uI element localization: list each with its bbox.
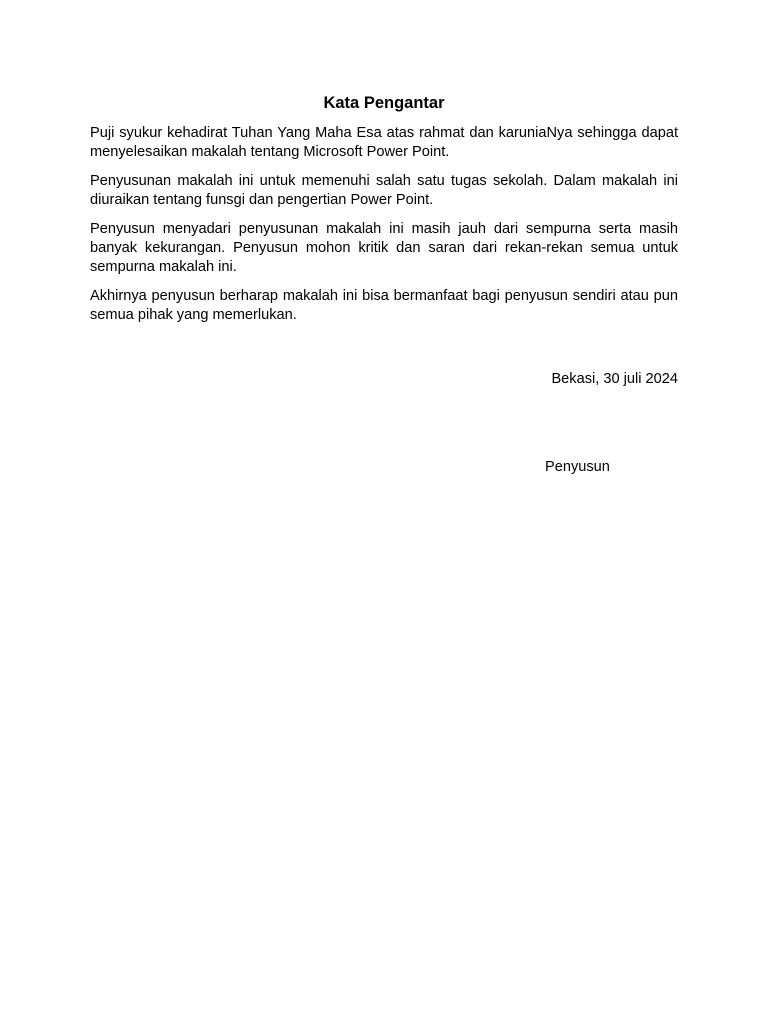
signer-label: Penyusun (545, 459, 610, 475)
paragraph-3: Penyusun menyadari penyusunan makalah ini masih jauh dari sempurna serta masih banyak kekurangan. Penyusun mohon kritik dan saran dari rekan-rekan semua untuk sempurna makalah ini. (90, 221, 678, 275)
place-date: Bekasi, 30 juli 2024 (551, 371, 678, 387)
paragraph-2: Penyusunan makalah ini untuk memenuhi salah satu tugas sekolah. Dalam makalah ini diuraikan tentang funsgi dan pengertian Power Point. (90, 173, 678, 208)
paragraph-1: Puji syukur kehadirat Tuhan Yang Maha Esa atas rahmat dan karuniaNya sehingga dapat menyelesaikan makalah tentang Microsoft Power Point. (90, 125, 678, 160)
document-body (90, 124, 678, 335)
document-title: Kata Pengantar (323, 94, 445, 112)
paragraph-4: Akhirnya penyusun berharap makalah ini bisa bermanfaat bagi penyusun sendiri atau pun semua pihak yang memerlukan. (90, 288, 678, 323)
